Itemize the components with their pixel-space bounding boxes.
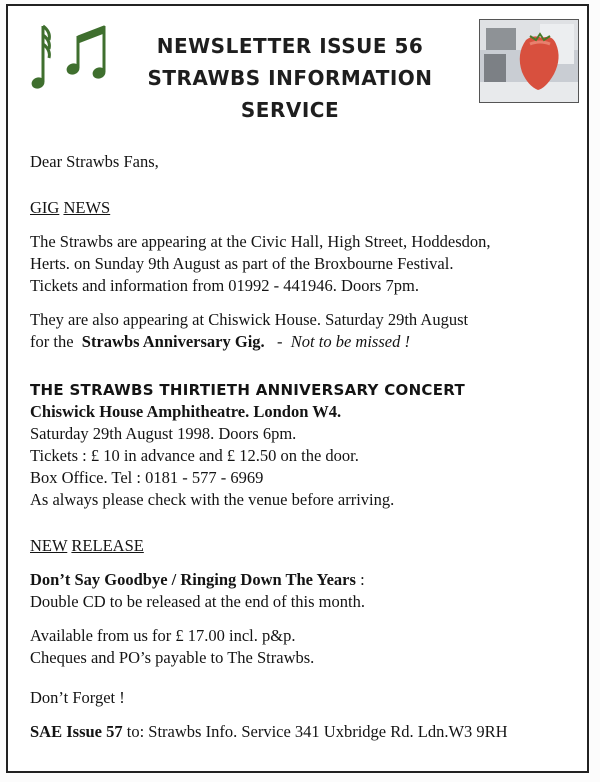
anniversary-gig-bold: Strawbs Anniversary Gig. — [81, 332, 265, 351]
album-title-suffix: : — [355, 570, 365, 589]
album-title-line — [30, 569, 582, 591]
gig-news-line: Tickets and information from 01992 - 441946. Doors 7pm. — [30, 276, 419, 295]
concert-line: Saturday 29th August 1998. Doors 6pm. — [30, 424, 297, 443]
greeting: Dear Strawbs Fans, — [30, 152, 159, 171]
double-cd-line: Double CD to be released at the end of this month. — [30, 592, 365, 611]
cheques-line: Cheques and PO’s payable to The Strawbs. — [30, 648, 315, 667]
concert-title: THE STRAWBS THIRTIETH ANNIVERSARY CONCERT — [30, 381, 465, 399]
strawberry-photo — [479, 19, 579, 103]
new-release-heading — [30, 535, 582, 557]
new-release-heading-word1: NEW — [30, 536, 68, 555]
anniversary-prefix: for the — [30, 332, 74, 351]
heading-service-name: STRAWBS INFORMATION — [147, 66, 433, 90]
price-line: Available from us for £ 17.00 incl. p&p. — [30, 626, 296, 645]
gig-news-heading-word1: GIG — [30, 198, 60, 217]
sae-address: to: Strawbs Info. Service 341 Uxbridge Rd. Ldn.W3 9RH — [122, 722, 508, 741]
gig-news-heading — [30, 197, 582, 219]
chiswick-announcement: They are also appearing at Chiswick House. Saturday 29th August — [30, 310, 469, 329]
concert-line: As always please check with the venue before arriving. — [30, 490, 395, 509]
concert-line: Tickets : £ 10 in advance and £ 12.50 on the door. — [30, 446, 359, 465]
concert-venue: Chiswick House Amphitheatre. London W4. — [30, 402, 342, 421]
concert-line: Box Office. Tel : 0181 - 577 - 6969 — [30, 468, 264, 487]
music-notes-icon — [30, 22, 110, 94]
new-release-heading-word2: RELEASE — [71, 536, 144, 555]
sae-issue: SAE Issue 57 — [30, 722, 123, 741]
gig-news-line: The Strawbs are appearing at the Civic Hall, High Street, Hoddesdon, — [30, 232, 491, 251]
heading-service: SERVICE — [240, 98, 340, 122]
dont-forget: Don’t Forget ! — [30, 688, 125, 707]
newsletter-body — [30, 151, 582, 743]
sae-line — [30, 721, 582, 743]
anniversary-dash: - — [277, 332, 283, 351]
not-to-be-missed: Not to be missed ! — [290, 332, 410, 351]
anniversary-gig-line — [30, 331, 582, 353]
heading-issue: NEWSLETTER ISSUE 56 — [156, 34, 424, 58]
album-title: Don’t Say Goodbye / Ringing Down The Years — [30, 570, 356, 589]
gig-news-line: Herts. on Sunday 9th August as part of the Broxbourne Festival. — [30, 254, 454, 273]
gig-news-heading-word2: NEWS — [63, 198, 111, 217]
newsletter-heading — [120, 30, 460, 126]
